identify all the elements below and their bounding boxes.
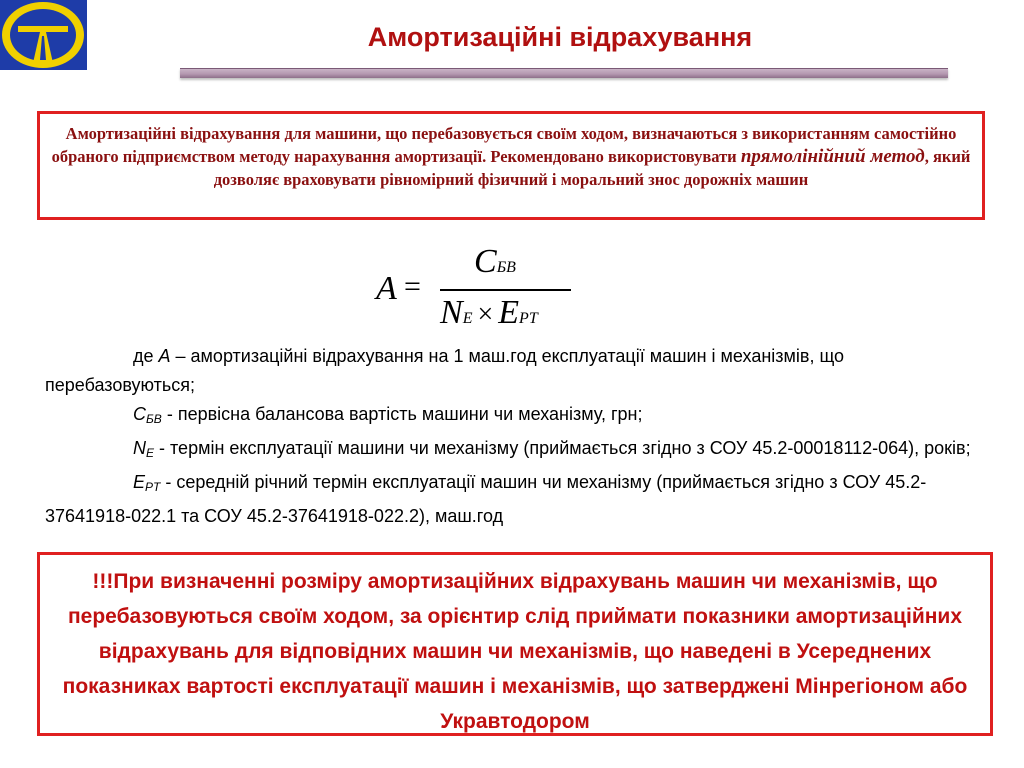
formula-numerator bbox=[474, 243, 516, 281]
fraction-bar bbox=[440, 289, 571, 291]
intro-emphasis: прямолінійний метод bbox=[740, 146, 925, 167]
definition-text: - первісна балансова вартість машини чи механізму, грн; bbox=[161, 404, 643, 424]
definition-subscript: БВ bbox=[146, 412, 162, 426]
definition-symbol: N bbox=[133, 438, 146, 458]
intro-text-part2: , який дозволяє враховувати рівномірний фізичний і моральний знос дорожніх машин bbox=[213, 147, 971, 189]
formula-num-sub: БВ bbox=[496, 259, 516, 276]
formula-den1-symbol: N bbox=[440, 294, 463, 331]
definition-prefix: де bbox=[133, 346, 159, 366]
formula-den2-symbol: E bbox=[498, 294, 520, 331]
road-logo-icon bbox=[0, 0, 87, 70]
formula-lhs: A bbox=[376, 270, 397, 307]
definitions bbox=[45, 342, 985, 531]
definition-symbol: С bbox=[133, 404, 146, 424]
formula-denominator bbox=[440, 294, 538, 332]
definition-item bbox=[45, 434, 985, 468]
definition-text: - термін експлуатації машини чи механізму (приймається згідно з СОУ 45.2-00018112-064), років; bbox=[154, 438, 971, 458]
intro-text-part1: Амортизаційні відрахування для машини, що перебазовується своїм ходом, визначаються з використанням самостійно обраного підприємством методу нарахування амортизації. Рекомендовано використовувати bbox=[51, 124, 957, 166]
title-divider bbox=[180, 68, 948, 78]
formula-den1-sub: E bbox=[462, 310, 473, 327]
formula-den2-sub: PT bbox=[519, 310, 538, 327]
formula-equals: = bbox=[404, 270, 421, 303]
definition-text: - середній річний термін експлуатації машин чи механізму (приймається згідно з СОУ 45.2-37641918-022.1 та СОУ 45.2-37641918-022.2), маш.год bbox=[45, 472, 927, 526]
definition-subscript: PT bbox=[145, 480, 161, 494]
definition-symbol: А bbox=[158, 346, 171, 366]
definition-item bbox=[45, 342, 985, 400]
definition-symbol: E bbox=[133, 472, 146, 492]
page-title: Амортизаційні відрахування bbox=[367, 22, 753, 52]
definition-text: – амортизаційні відрахування на 1 маш.год експлуатації машин і механізмів, що перебазовуються; bbox=[45, 346, 845, 395]
warning-box bbox=[37, 552, 993, 736]
definition-item bbox=[45, 400, 985, 434]
formula-num-symbol: C bbox=[474, 243, 497, 280]
intro-box bbox=[37, 111, 985, 220]
amortization-formula bbox=[370, 245, 590, 340]
definition-subscript: E bbox=[146, 446, 155, 460]
formula-times: × bbox=[477, 299, 494, 330]
definition-item bbox=[45, 468, 985, 531]
warning-text: !!!При визначенні розміру амортизаційних відрахувань машин чи механізмів, що перебазовуються своїм ходом, за орієнтир слід приймати показники амортизаційних відрахувань для відповідних машин чи механізмів, що наведені в Усереднених показниках вартості експлуатації машин і механізмів, що затверджені Мінрегіоном або Укравтодором bbox=[62, 570, 968, 733]
